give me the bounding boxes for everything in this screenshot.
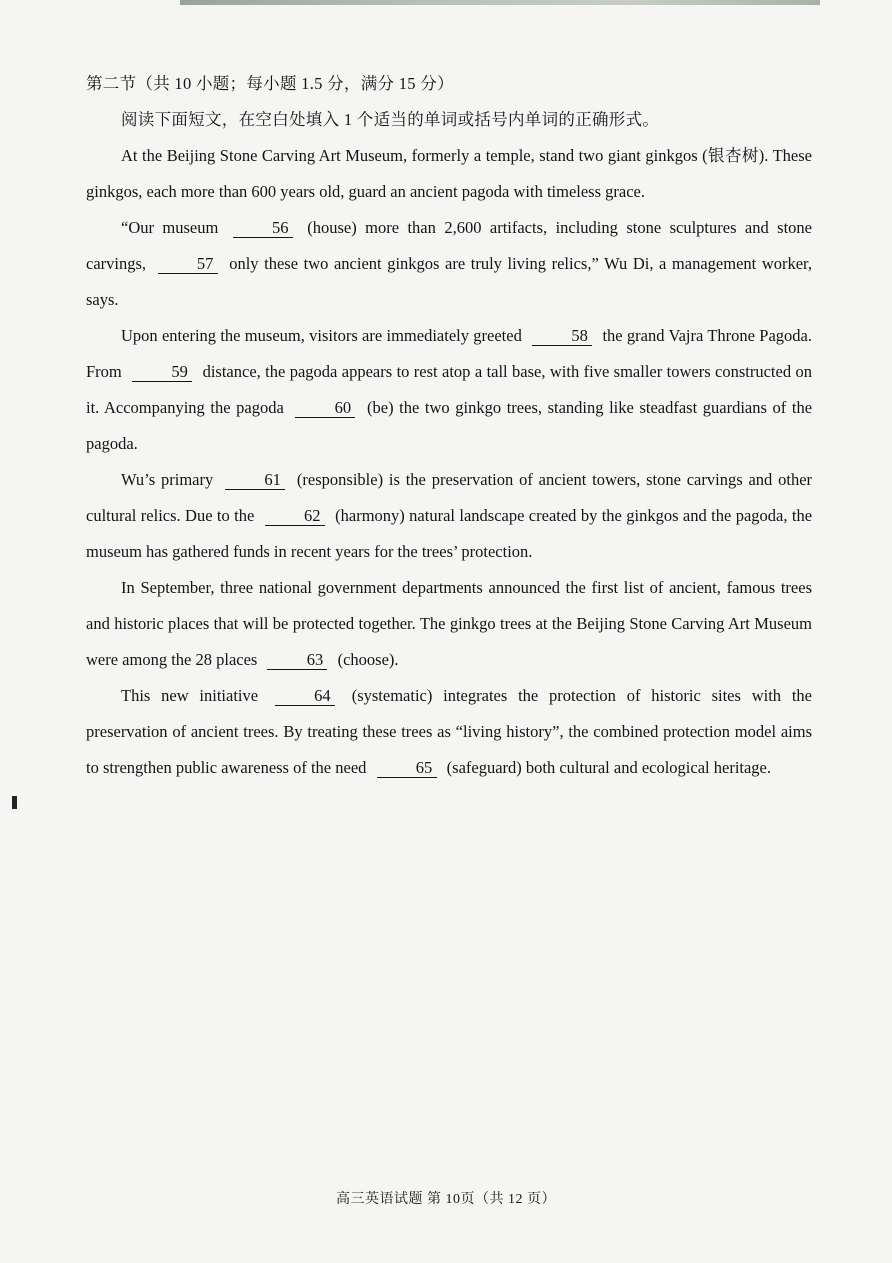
instruction-text: 阅读下面短文，在空白处填入 1 个适当的单词或括号内单词的正确形式。 [121,110,660,129]
scan-margin-mark [12,796,17,809]
paragraph-2-text-2: (house) more than 2,600 artifacts, including stone sculptures and stone carvings, [86,218,813,273]
paragraph-1-text: At the Beijing Stone Carving Art Museum, formerly a temple, stand two giant ginkgos (银杏树). These ginkgos, each more than 600 years old, guard an ancient pagoda with timeless grace. [86,146,812,201]
paragraph-4-text-1: Wu’s primary [121,470,214,489]
paragraph-4-text-3: (harmony) natural landscape created by the ginkgos and the pagoda, the museum has gathered funds in recent years for the trees’ protection. [86,506,813,561]
blank-65: 65 [377,759,437,778]
paragraph-1 [86,138,812,210]
paragraph-6 [86,678,812,786]
paragraph-3 [86,318,812,462]
paragraph-3-text-1: Upon entering the museum, visitors are immediately greeted [121,326,522,345]
paragraph-3-text-4: (be) the two ginkgo trees, standing like steadfast guardians of the pagoda. [86,398,813,453]
blank-62: 62 [265,507,325,526]
blank-58: 58 [532,327,592,346]
paragraph-5-text-1: In September, three national government departments announced the first list of ancient, famous trees and historic places that will be protected together. The ginkgo trees at the Beijing Stone Carving Art Museum were among the 28 places [86,578,812,669]
paragraph-4-text-2: (responsible) is the preservation of ancient towers, stone carvings and other cultural relics. Due to the [86,470,813,525]
paragraph-5 [86,570,812,678]
blank-56: 56 [233,219,293,238]
paragraph-3-text-3: distance, the pagoda appears to rest atop a tall base, with five smaller towers constructed on it. Accompanying the pagoda [86,362,812,417]
section-heading: 第二节（共 10 小题；每小题 1.5 分，满分 15 分） [86,74,454,93]
scan-top-edge [180,0,820,5]
blank-63: 63 [267,651,327,670]
paragraph-2 [86,210,812,318]
blank-59: 59 [132,363,192,382]
paragraph-4 [86,462,812,570]
paragraph-5-text-2: (choose). [337,650,399,669]
blank-64: 64 [275,687,335,706]
paragraph-2-text-1: “Our museum [121,218,219,237]
paragraph-2-text-3: only these two ancient ginkgos are truly living relics,” Wu Di, a management worker, says. [86,254,813,309]
paragraph-6-text-1: This new initiative [121,686,259,705]
paragraph-6-text-3: (safeguard) both cultural and ecological heritage. [446,758,772,777]
reading-passage [86,138,812,786]
paragraph-6-text-2: (systematic) integrates the protection of historic sites with the preservation of ancient trees. By treating these trees as “living history”, the combined protection model aims to strengthen public awareness of the need [86,686,813,777]
blank-61: 61 [225,471,285,490]
page-footer: 高三英语试题 第 10页（共 12 页） [336,1192,556,1207]
blank-60: 60 [295,399,355,418]
blank-57: 57 [158,255,218,274]
paragraph-3-text-2: the grand Vajra Throne Pagoda. From [86,326,812,381]
